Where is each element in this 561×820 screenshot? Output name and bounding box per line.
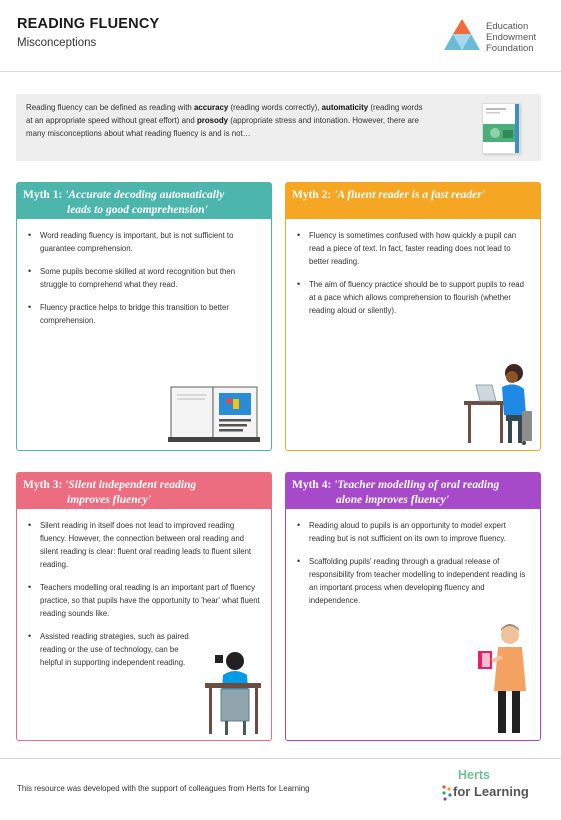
myth-card-1 bbox=[16, 182, 272, 451]
intro-text: Reading fluency can be defined as reading with accuracy (reading words correctly), automaticity (reading words at an appropriate speed without great effort) and prosody (appropriate stress and intonation. However, there are many misconceptions about what reading fluency is and is not… bbox=[26, 103, 423, 138]
page-subtitle: Misconceptions bbox=[17, 37, 97, 49]
pupil-at-desk-icon bbox=[201, 645, 267, 737]
list-item: • Scaffolding pupils' reading through a gradual release of responsibility from teacher modelling to independent reading is an important process when developing fluency and independence. bbox=[296, 555, 530, 607]
list-item: • Reading aloud to pupils is an opportunity to model expert reading but is not sufficient on its own to improve fluency. bbox=[296, 519, 530, 545]
hfl-dots-icon bbox=[441, 784, 453, 802]
pupil-at-laptop-icon bbox=[462, 359, 536, 445]
report-cover-icon bbox=[483, 104, 519, 153]
footer-credit: This resource was developed with the support of colleagues from Herts for Learning bbox=[17, 784, 310, 793]
myth-1-bullets bbox=[17, 219, 271, 327]
list-item: • Some pupils become skilled at word recognition but then struggle to comprehend what they read. bbox=[27, 265, 261, 291]
footer-divider bbox=[0, 758, 561, 759]
list-item: • The aim of fluency practice should be to support pupils to read at a pace which allows comprehension to flourish (whether reading aloud or silently). bbox=[296, 278, 530, 317]
list-item: • Word reading fluency is important, but is not sufficient to guarantee comprehension. bbox=[27, 229, 261, 255]
eef-logo-icon bbox=[444, 18, 480, 52]
open-book-icon bbox=[167, 383, 263, 443]
myth-4-heading: Myth 4: 'Teacher modelling of oral reading alone improves fluency' bbox=[286, 473, 540, 509]
myth-card-4 bbox=[285, 472, 541, 741]
page-title: READING FLUENCY bbox=[17, 16, 160, 32]
intro-panel bbox=[16, 94, 541, 161]
eef-logo-text: Education Endowment Foundation bbox=[486, 21, 537, 54]
herts-for-learning-logo: Herts for Learning bbox=[441, 768, 541, 808]
guidance-report-thumbnail bbox=[482, 103, 520, 154]
myth-2-bullets bbox=[286, 219, 540, 317]
page-header bbox=[0, 0, 561, 72]
list-item: • Silent reading in itself does not lead to improved reading fluency. However, the connection between oral reading and silent reading is clear: fluent oral reading leads to fluent silent reading. bbox=[27, 519, 261, 571]
teacher-reading-icon bbox=[476, 621, 536, 737]
myth-card-3 bbox=[16, 472, 272, 741]
list-item: • Teachers modelling oral reading is an important part of fluency practice, so that pupils have the opportunity to 'hear' what fluent reading sounds like. bbox=[27, 581, 261, 620]
header-divider bbox=[0, 71, 561, 72]
list-item: • Assisted reading strategies, such as paired reading or the use of technology, can be helpful in supporting independent reading. bbox=[27, 630, 197, 669]
myth-1-heading: Myth 1: 'Accurate decoding automatically leads to good comprehension' bbox=[17, 183, 271, 219]
myth-3-heading: Myth 3: 'Silent independent reading improves fluency' bbox=[17, 473, 271, 509]
list-item: • Fluency is sometimes confused with how quickly a pupil can read a piece of text. In fact, faster reading does not lead to better reading. bbox=[296, 229, 530, 268]
list-item: • Fluency practice helps to bridge this transition to better comprehension. bbox=[27, 301, 261, 327]
myth-4-bullets bbox=[286, 509, 540, 607]
myth-2-heading: Myth 2: 'A fluent reader is a fast reader' bbox=[286, 183, 540, 219]
myth-card-2 bbox=[285, 182, 541, 451]
